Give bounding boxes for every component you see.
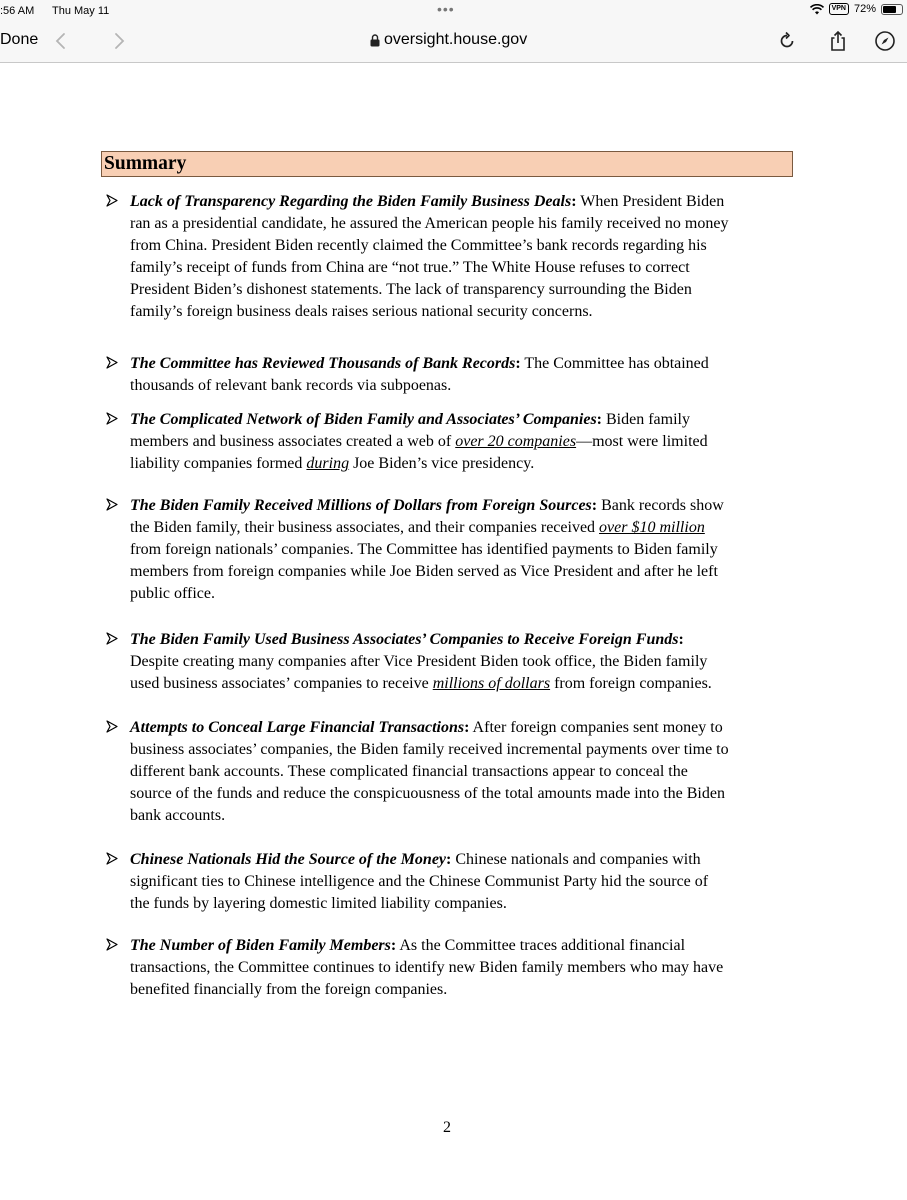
address-bar[interactable]	[370, 31, 527, 49]
body-text: liability companies formed	[130, 455, 307, 472]
body-text: transactions, the Committee continues to identify new Biden family members who may have	[130, 959, 724, 976]
body-text: President Biden’s dishonest statements. The lack of transparency surrounding the Biden	[130, 281, 692, 298]
text-line	[130, 517, 795, 539]
text-line	[130, 957, 795, 979]
battery-percent: 72%	[853, 3, 876, 15]
arrowhead-bullet-icon	[106, 632, 118, 645]
browser-toolbar	[0, 24, 907, 63]
text-line	[130, 761, 795, 783]
body-text: ran as a presidential candidate, he assured the American people his family received no money	[130, 215, 729, 232]
battery-icon	[881, 4, 903, 15]
body-text: significant ties to Chinese intelligence and the Chinese Communist Party hid the source of	[130, 873, 709, 890]
body-text: the funds by layering domestic limited liability companies.	[130, 895, 507, 912]
text-line	[130, 409, 795, 431]
body-text: Despite creating many companies after Vice President Biden took office, the Biden family	[130, 653, 708, 670]
body-text: different bank accounts. These complicated financial transactions appear to conceal the	[130, 763, 688, 780]
arrowhead-bullet-icon	[106, 498, 118, 511]
text-line	[130, 805, 795, 827]
emphasis-text: during	[306, 455, 350, 472]
bullet-heading: Chinese Nationals Hid the Source of the Money	[130, 851, 447, 868]
text-line	[130, 495, 795, 517]
battery-level	[883, 6, 896, 13]
body-text: :	[390, 937, 397, 954]
text-line	[130, 279, 795, 301]
bullet-heading: The Number of Biden Family Members	[130, 937, 391, 954]
bullet-heading: The Biden Family Used Business Associates’ Companies to Receive Foreign Funds	[130, 631, 679, 648]
status-time: :56 AM	[0, 5, 35, 17]
bullet-text	[130, 409, 795, 475]
status-indicators	[810, 3, 903, 15]
arrowhead-bullet-icon	[106, 938, 118, 951]
wifi-icon	[810, 4, 824, 15]
url-text[interactable]: oversight.house.gov	[384, 31, 528, 48]
body-text: Chinese nationals and companies with	[451, 851, 701, 868]
vpn-badge: VPN	[829, 3, 849, 15]
body-text: —most were limited	[576, 433, 708, 450]
text-line	[130, 375, 795, 397]
text-line	[130, 353, 795, 375]
done-button[interactable]: Done	[0, 31, 39, 48]
text-line	[130, 235, 795, 257]
body-text: :	[464, 719, 470, 736]
bullet-heading: The Complicated Network of Biden Family and Associates’ Companies	[130, 411, 597, 428]
arrowhead-bullet-icon	[106, 412, 118, 425]
text-line	[130, 893, 795, 915]
bullet-text	[130, 629, 795, 695]
text-line	[130, 561, 795, 583]
body-text: When President Biden	[576, 193, 725, 210]
bullet-heading: The Committee has Reviewed Thousands of Bank Records	[130, 355, 516, 372]
body-text: benefited financially from the foreign companies.	[130, 981, 448, 998]
text-line	[130, 191, 795, 213]
body-text: source of the funds and reduce the conspicuousness of the total amounts made into the Biden	[130, 785, 725, 802]
text-line	[130, 629, 795, 651]
body-text: The Committee has obtained	[520, 355, 709, 372]
text-line	[130, 739, 795, 761]
text-line	[130, 717, 795, 739]
body-text: members from foreign companies while Joe Biden served as Vice President and after he left	[130, 563, 718, 580]
body-text: :	[596, 411, 602, 428]
text-line	[130, 673, 795, 695]
text-line	[130, 583, 795, 605]
section-title: Summary	[104, 153, 187, 174]
summary-header	[101, 151, 793, 177]
body-text: used business associates’ companies to receive	[130, 675, 433, 692]
body-text: from China. President Biden recently claimed the Committee’s bank records regarding his	[130, 237, 707, 254]
text-line	[130, 539, 795, 561]
text-line	[130, 257, 795, 279]
multitasking-dots-icon[interactable]: •••	[437, 1, 455, 17]
emphasis-text: over $10 million	[599, 519, 705, 536]
body-text: Biden family	[602, 411, 690, 428]
body-text: :	[678, 631, 684, 648]
body-text: the Biden family, their business associates, and their companies received	[130, 519, 600, 536]
emphasis-text: millions of dollars	[432, 675, 551, 692]
page-number: 2	[443, 1119, 451, 1136]
pdf-page	[0, 63, 907, 1200]
text-line	[130, 431, 795, 453]
status-bar	[0, 0, 907, 24]
bullet-text	[130, 353, 795, 397]
text-line	[130, 453, 795, 475]
body-text: bank accounts.	[130, 807, 226, 824]
body-text: members and business associates created a web of	[130, 433, 456, 450]
body-text: :	[515, 355, 521, 372]
text-line	[130, 871, 795, 893]
text-line	[130, 783, 795, 805]
body-text: As the Committee traces additional financial	[396, 937, 686, 954]
status-date: Thu May 11	[52, 5, 110, 17]
body-text: thousands of relevant bank records via subpoenas.	[130, 377, 452, 394]
compass-icon[interactable]	[874, 30, 896, 52]
body-text: :	[446, 851, 452, 868]
arrowhead-bullet-icon	[106, 720, 118, 733]
bullet-text	[130, 849, 795, 915]
body-text: :	[591, 497, 598, 514]
body-text: family’s receipt of funds from China are “not true.” The White House refuses to correct	[130, 259, 690, 276]
body-text: business associates’ companies, the Biden family received incremental payments over time to	[130, 741, 729, 758]
arrowhead-bullet-icon	[106, 852, 118, 865]
text-line	[130, 935, 795, 957]
bullet-text	[130, 495, 795, 605]
text-line	[130, 213, 795, 235]
body-text: Joe Biden’s vice presidency.	[349, 455, 535, 472]
emphasis-text: over 20 companies	[455, 433, 577, 450]
reload-icon[interactable]	[776, 30, 798, 52]
body-text: from foreign nationals’ companies. The Committee has identified payments to Biden family	[130, 541, 718, 558]
text-line	[130, 301, 795, 323]
bullet-text	[130, 717, 795, 827]
text-line	[130, 651, 795, 673]
body-text: public office.	[130, 585, 216, 602]
bullet-text	[130, 935, 795, 1001]
body-text: family’s foreign business deals raises serious national security concerns.	[130, 303, 593, 320]
share-icon[interactable]	[827, 30, 849, 52]
text-line	[130, 979, 795, 1001]
chevron-right-icon[interactable]	[112, 32, 126, 50]
body-text: :	[571, 193, 577, 210]
body-text: After foreign companies sent money to	[469, 719, 723, 736]
lock-icon	[370, 34, 380, 47]
bullet-heading: Attempts to Conceal Large Financial Transactions	[130, 719, 465, 736]
arrowhead-bullet-icon	[106, 356, 118, 369]
body-text: from foreign companies.	[550, 675, 712, 692]
bullet-text	[130, 191, 795, 323]
arrowhead-bullet-icon	[106, 194, 118, 207]
text-line	[130, 849, 795, 871]
bullet-heading: The Biden Family Received Millions of Dollars from Foreign Sources	[130, 497, 592, 514]
body-text: Bank records show	[597, 497, 724, 514]
chevron-left-icon[interactable]	[54, 32, 68, 50]
bullet-heading: Lack of Transparency Regarding the Biden Family Business Deals	[130, 193, 572, 210]
